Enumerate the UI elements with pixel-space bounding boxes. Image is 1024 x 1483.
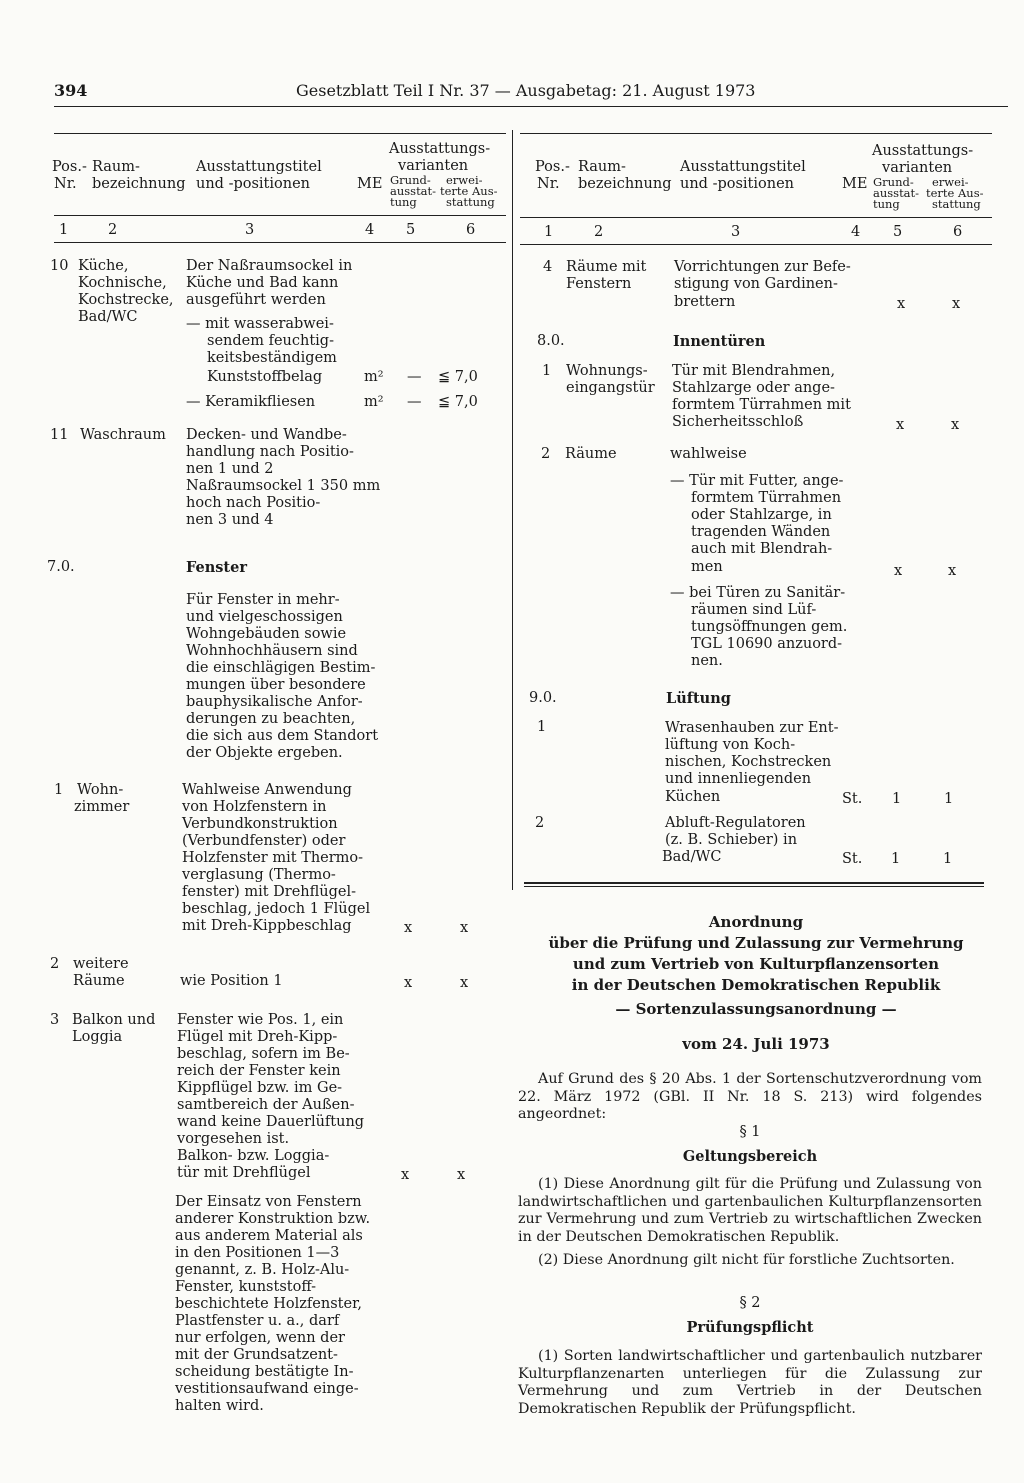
header-erweit-3: stattung bbox=[446, 195, 495, 209]
note-text: nur erfolgen, wenn der bbox=[175, 1330, 345, 1346]
note-text: Der Einsatz von Fenstern bbox=[175, 1194, 362, 1210]
position-text: wie Position 1 bbox=[180, 973, 283, 989]
position-text: handlung nach Positio- bbox=[186, 444, 354, 460]
erweit-cell: x bbox=[460, 920, 469, 936]
erweit-cell: x bbox=[457, 1167, 466, 1183]
position-text: fenster) mit Drehflügel- bbox=[182, 884, 357, 900]
grund-cell: x bbox=[896, 417, 905, 433]
header-erweit-1: erwei- bbox=[446, 173, 483, 187]
position-text: Flügel mit Dreh-Kipp- bbox=[177, 1029, 338, 1045]
grund-cell: 1 bbox=[891, 851, 901, 867]
room-name: Räume bbox=[73, 973, 125, 989]
pos-number: 2 bbox=[541, 446, 551, 462]
position-text: reich der Fenster kein bbox=[177, 1063, 341, 1079]
position-text: räumen sind Lüf- bbox=[691, 602, 817, 618]
colnum-3: 3 bbox=[731, 224, 741, 240]
colnum-4: 4 bbox=[851, 224, 861, 240]
position-text: Verbundkonstruktion bbox=[182, 816, 338, 832]
position-text: Kippflügel bzw. im Ge- bbox=[177, 1080, 343, 1096]
pos-number: 1 bbox=[54, 782, 64, 798]
room-name: Loggia bbox=[72, 1029, 123, 1045]
colnum-1: 1 bbox=[544, 224, 554, 240]
paragraph-title: Geltungsbereich bbox=[682, 1148, 818, 1165]
section-text: Für Fenster in mehr- bbox=[186, 592, 340, 608]
colnum-1: 1 bbox=[59, 222, 69, 238]
pos-number: 1 bbox=[542, 363, 552, 379]
pos-number: 2 bbox=[50, 956, 60, 972]
note-text: Fenster, kunststoff- bbox=[175, 1279, 317, 1295]
position-text: und innenliegenden bbox=[665, 771, 812, 787]
position-text: formtem Türrahmen bbox=[691, 490, 842, 506]
header-erweit-2: terte Aus- bbox=[440, 184, 498, 198]
position-text: wand keine Dauerlüftung bbox=[177, 1114, 365, 1130]
header-varianten-2: varianten bbox=[398, 158, 469, 174]
room-name: Kochnische, bbox=[78, 275, 167, 291]
section-number: 9.0. bbox=[529, 690, 557, 706]
position-text: Bad/WC bbox=[662, 849, 722, 865]
position-text: wahlweise bbox=[670, 446, 747, 462]
pos-number: 1 bbox=[537, 719, 547, 735]
position-text: von Holzfenstern in bbox=[182, 799, 327, 815]
paragraph-title: Prüfungspflicht bbox=[686, 1319, 814, 1336]
note-text: genannt, z. B. Holz-Alu- bbox=[175, 1262, 350, 1278]
room-name: Bad/WC bbox=[78, 309, 138, 325]
position-text: TGL 10690 anzuord- bbox=[691, 636, 843, 652]
grund-cell: x bbox=[404, 975, 413, 991]
header-sep-rule bbox=[520, 217, 992, 218]
colnum-3: 3 bbox=[245, 222, 255, 238]
note-text: Plastfenster u. a., darf bbox=[175, 1313, 340, 1329]
header-varianten-1: Ausstattungs- bbox=[872, 143, 974, 159]
header-grund-3: tung bbox=[390, 195, 417, 209]
position-text: Balkon- bzw. Loggia- bbox=[177, 1148, 330, 1164]
position-text: nen. bbox=[691, 653, 723, 669]
colnum-5: 5 bbox=[406, 222, 416, 238]
paragraph-text: (2) Diese Anordnung gilt nicht für forstliche Zuchtsorten. bbox=[538, 1252, 955, 1268]
position-text: tür mit Drehflügel bbox=[177, 1165, 311, 1181]
erweit-cell: x bbox=[951, 417, 960, 433]
section-text: derungen zu beachten, bbox=[186, 711, 356, 727]
page-number: 394 bbox=[54, 81, 88, 100]
room-name: weitere bbox=[73, 956, 129, 972]
colnum-6: 6 bbox=[466, 222, 476, 238]
room-name: eingangstür bbox=[566, 380, 655, 396]
header-grund-1: Grund- bbox=[873, 175, 914, 189]
position-text: — Keramikfliesen bbox=[186, 394, 316, 410]
room-name: Wohn- bbox=[77, 782, 124, 798]
position-text: formtem Türrahmen mit bbox=[672, 397, 851, 413]
section-text: und vielgeschossigen bbox=[186, 609, 343, 625]
section-text: die sich aus dem Standort bbox=[186, 728, 379, 744]
section-text: die einschlägigen Bestim- bbox=[186, 660, 376, 676]
position-text: Vorrichtungen zur Befe- bbox=[674, 259, 851, 275]
column-divider bbox=[512, 130, 513, 890]
paragraph-text: (1) Diese Anordnung gilt für die Prüfung und Zulassung von landwirtschaftlichen und gartenbaulichen Kulturpflanzensorten zur Vermehrung und zum Vertrieb zu wirtschaftlichen Zwecken in der Deutschen Demokratischen Republik. bbox=[518, 1176, 982, 1245]
position-text: Stahlzarge oder ange- bbox=[672, 380, 835, 396]
header-grund-2: ausstat- bbox=[390, 184, 437, 198]
erweit-cell: x bbox=[948, 563, 957, 579]
header-pos-2: Nr. bbox=[537, 176, 560, 192]
position-text: Küche und Bad kann bbox=[186, 275, 339, 291]
unit-cell: m² bbox=[364, 369, 384, 385]
erweit-cell: x bbox=[952, 296, 961, 312]
room-name: Wohnungs- bbox=[566, 363, 648, 379]
pos-number: 10 bbox=[50, 258, 69, 274]
table-top-rule bbox=[54, 133, 506, 134]
grund-cell: 1 bbox=[892, 791, 902, 807]
position-text: (Verbundfenster) oder bbox=[182, 833, 346, 849]
pos-number: 3 bbox=[50, 1012, 60, 1028]
erweit-cell: ≦ 7,0 bbox=[438, 369, 478, 385]
position-text: samtbereich der Außen- bbox=[177, 1097, 355, 1113]
header-pos-1: Pos.- bbox=[52, 159, 87, 175]
header-erweit-2: terte Aus- bbox=[926, 186, 984, 200]
ordinance-title-line: über die Prüfung und Zulassung zur Vermehrung bbox=[548, 934, 964, 952]
header-me: ME bbox=[842, 176, 868, 192]
position-text: auch mit Blendrah- bbox=[691, 541, 833, 557]
position-text: Wahlweise Anwendung bbox=[182, 782, 352, 798]
position-text: Fenster wie Pos. 1, ein bbox=[177, 1012, 344, 1028]
header-grund-2: ausstat- bbox=[873, 186, 920, 200]
position-text: nen 1 und 2 bbox=[186, 461, 274, 477]
section-text: Wohnhochhäusern sind bbox=[186, 643, 358, 659]
grund-cell: x bbox=[404, 920, 413, 936]
colnum-5: 5 bbox=[893, 224, 903, 240]
pos-number: 11 bbox=[50, 427, 69, 443]
section-title: Fenster bbox=[186, 559, 247, 576]
colnum-2: 2 bbox=[108, 222, 118, 238]
erweit-cell: 1 bbox=[944, 791, 954, 807]
pos-number: 4 bbox=[543, 259, 553, 275]
position-text: — bei Türen zu Sanitär- bbox=[670, 585, 846, 601]
header-pos-1: Pos.- bbox=[535, 159, 570, 175]
header-titel-2: und -positionen bbox=[680, 176, 795, 192]
position-text: Naßraumsockel 1 350 mm bbox=[186, 478, 381, 494]
grund-cell: — bbox=[407, 369, 422, 385]
header-grund-3: tung bbox=[873, 197, 900, 211]
header-sep-rule bbox=[54, 215, 506, 216]
header-raum-1: Raum- bbox=[578, 159, 626, 175]
position-text: tungsöffnungen gem. bbox=[691, 619, 848, 635]
grund-cell: x bbox=[894, 563, 903, 579]
erweit-cell: 1 bbox=[943, 851, 953, 867]
section-title: Innentüren bbox=[673, 333, 766, 350]
table-end-rule bbox=[524, 882, 984, 884]
unit-cell: St. bbox=[842, 851, 863, 867]
note-text: aus anderem Material als bbox=[175, 1228, 363, 1244]
position-text: verglasung (Thermo- bbox=[182, 867, 336, 883]
position-text: Abluft-Regulatoren bbox=[665, 815, 806, 831]
position-text: vorgesehen ist. bbox=[177, 1131, 290, 1147]
room-name: Kochstrecke, bbox=[78, 292, 174, 308]
header-varianten-1: Ausstattungs- bbox=[389, 141, 491, 157]
colnum-rule bbox=[54, 242, 506, 243]
section-title: Lüftung bbox=[666, 690, 731, 707]
position-text: Tür mit Blendrahmen, bbox=[672, 363, 836, 379]
ordinance-date: vom 24. Juli 1973 bbox=[682, 1035, 830, 1053]
position-text: men bbox=[691, 559, 723, 575]
note-text: mit der Grundsatzent- bbox=[175, 1347, 338, 1363]
ordinance-subtitle: — Sortenzulassungsanordnung — bbox=[615, 1000, 897, 1018]
header-varianten-2: varianten bbox=[882, 160, 953, 176]
position-text: ausgeführt werden bbox=[186, 292, 326, 308]
note-text: beschichtete Holzfenster, bbox=[175, 1296, 363, 1312]
position-text: hoch nach Positio- bbox=[186, 495, 321, 511]
colnum-rule bbox=[520, 244, 992, 245]
position-text: stigung von Gardinen- bbox=[674, 276, 838, 292]
section-text: mungen über besondere bbox=[186, 677, 366, 693]
grund-cell: x bbox=[897, 296, 906, 312]
section-text: der Objekte ergeben. bbox=[186, 745, 343, 761]
position-text: Der Naßraumsockel in bbox=[186, 258, 353, 274]
erweit-cell: ≦ 7,0 bbox=[438, 394, 478, 410]
header-erweit-3: stattung bbox=[932, 197, 981, 211]
position-text: — mit wasserabwei- bbox=[186, 316, 334, 332]
position-text: Küchen bbox=[665, 789, 721, 805]
running-title: Gesetzblatt Teil I Nr. 37 — Ausgabetag: 21. August 1973 bbox=[296, 81, 756, 100]
position-text: nen 3 und 4 bbox=[186, 512, 274, 528]
position-text: Kunststoffbelag bbox=[207, 369, 323, 385]
paragraph-number: § 2 bbox=[739, 1295, 761, 1311]
position-text: keitsbeständigem bbox=[207, 350, 337, 366]
section-number: 8.0. bbox=[537, 333, 565, 349]
note-text: vestitionsaufwand einge- bbox=[175, 1381, 359, 1397]
room-name: zimmer bbox=[74, 799, 130, 815]
note-text: scheidung bestätigte In- bbox=[175, 1364, 354, 1380]
note-text: anderer Konstruktion bzw. bbox=[175, 1211, 371, 1227]
position-text: lüftung von Koch- bbox=[665, 737, 796, 753]
note-text: in den Positionen 1—3 bbox=[175, 1245, 340, 1261]
position-text: tragenden Wänden bbox=[691, 524, 831, 540]
room-name: Waschraum bbox=[80, 427, 166, 443]
header-rule bbox=[54, 106, 1008, 107]
header-titel-2: und -positionen bbox=[196, 176, 311, 192]
room-name: Balkon und bbox=[72, 1012, 156, 1028]
erweit-cell: x bbox=[460, 975, 469, 991]
room-name: Räume mit bbox=[566, 259, 647, 275]
header-grund-1: Grund- bbox=[390, 173, 431, 187]
header-me: ME bbox=[357, 176, 383, 192]
table-end-rule-thin bbox=[524, 886, 984, 887]
colnum-6: 6 bbox=[953, 224, 963, 240]
section-number: 7.0. bbox=[47, 559, 75, 575]
position-text: sendem feuchtig- bbox=[207, 333, 334, 349]
grund-cell: — bbox=[407, 394, 422, 410]
paragraph-text: (1) Sorten landwirtschaftlicher und gartenbaulich nutzbarer Kulturpflanzenarten unterliegen für die Zulassung zur Vermehrung und zum Vertrieb in der Deutschen Demokratischen Republik der Prüfungspflicht. bbox=[518, 1348, 982, 1417]
ordinance-preamble: Auf Grund des § 20 Abs. 1 der Sortenschutzverordnung vom 22. März 1972 (GBl. II Nr. 18 S. 213) wird folgendes angeordnet: bbox=[518, 1071, 982, 1122]
position-text: — Tür mit Futter, ange- bbox=[670, 473, 844, 489]
paragraph-number: § 1 bbox=[739, 1124, 761, 1140]
position-text: Wrasenhauben zur Ent- bbox=[665, 720, 839, 736]
position-text: mit Dreh-Kippbeschlag bbox=[182, 918, 352, 934]
section-text: Wohngebäuden sowie bbox=[186, 626, 347, 642]
colnum-2: 2 bbox=[594, 224, 604, 240]
header-raum-1: Raum- bbox=[92, 159, 140, 175]
ordinance-title-line: und zum Vertrieb von Kulturpflanzensorten bbox=[572, 955, 940, 973]
pos-number: 2 bbox=[535, 815, 545, 831]
position-text: (z. B. Schieber) in bbox=[665, 832, 798, 848]
position-text: Holzfenster mit Thermo- bbox=[182, 850, 364, 866]
header-pos-2: Nr. bbox=[54, 176, 77, 192]
position-text: Decken- und Wandbe- bbox=[186, 427, 347, 443]
table-top-rule bbox=[520, 133, 992, 134]
room-name: Räume bbox=[565, 446, 617, 462]
section-text: bauphysikalische Anfor- bbox=[186, 694, 363, 710]
position-text: oder Stahlzarge, in bbox=[691, 507, 832, 523]
ordinance-title-line: in der Deutschen Demokratischen Republik bbox=[571, 976, 941, 994]
grund-cell: x bbox=[401, 1167, 410, 1183]
room-name: Küche, bbox=[78, 258, 129, 274]
header-raum-2: bezeichnung bbox=[578, 176, 672, 192]
position-text: beschlag, sofern im Be- bbox=[177, 1046, 350, 1062]
header-erweit-1: erwei- bbox=[932, 175, 969, 189]
unit-cell: St. bbox=[842, 791, 863, 807]
position-text: nischen, Kochstrecken bbox=[665, 754, 832, 770]
ordinance-title-line: Anordnung bbox=[708, 913, 804, 931]
position-text: beschlag, jedoch 1 Flügel bbox=[182, 901, 371, 917]
room-name: Fenstern bbox=[566, 276, 632, 292]
note-text: halten wird. bbox=[175, 1398, 264, 1414]
header-titel-1: Ausstattungstitel bbox=[680, 159, 806, 175]
header-raum-2: bezeichnung bbox=[92, 176, 186, 192]
position-text: Sicherheitsschloß bbox=[672, 414, 804, 430]
header-titel-1: Ausstattungstitel bbox=[196, 159, 322, 175]
position-text: brettern bbox=[674, 294, 736, 310]
unit-cell: m² bbox=[364, 394, 384, 410]
colnum-4: 4 bbox=[365, 222, 375, 238]
